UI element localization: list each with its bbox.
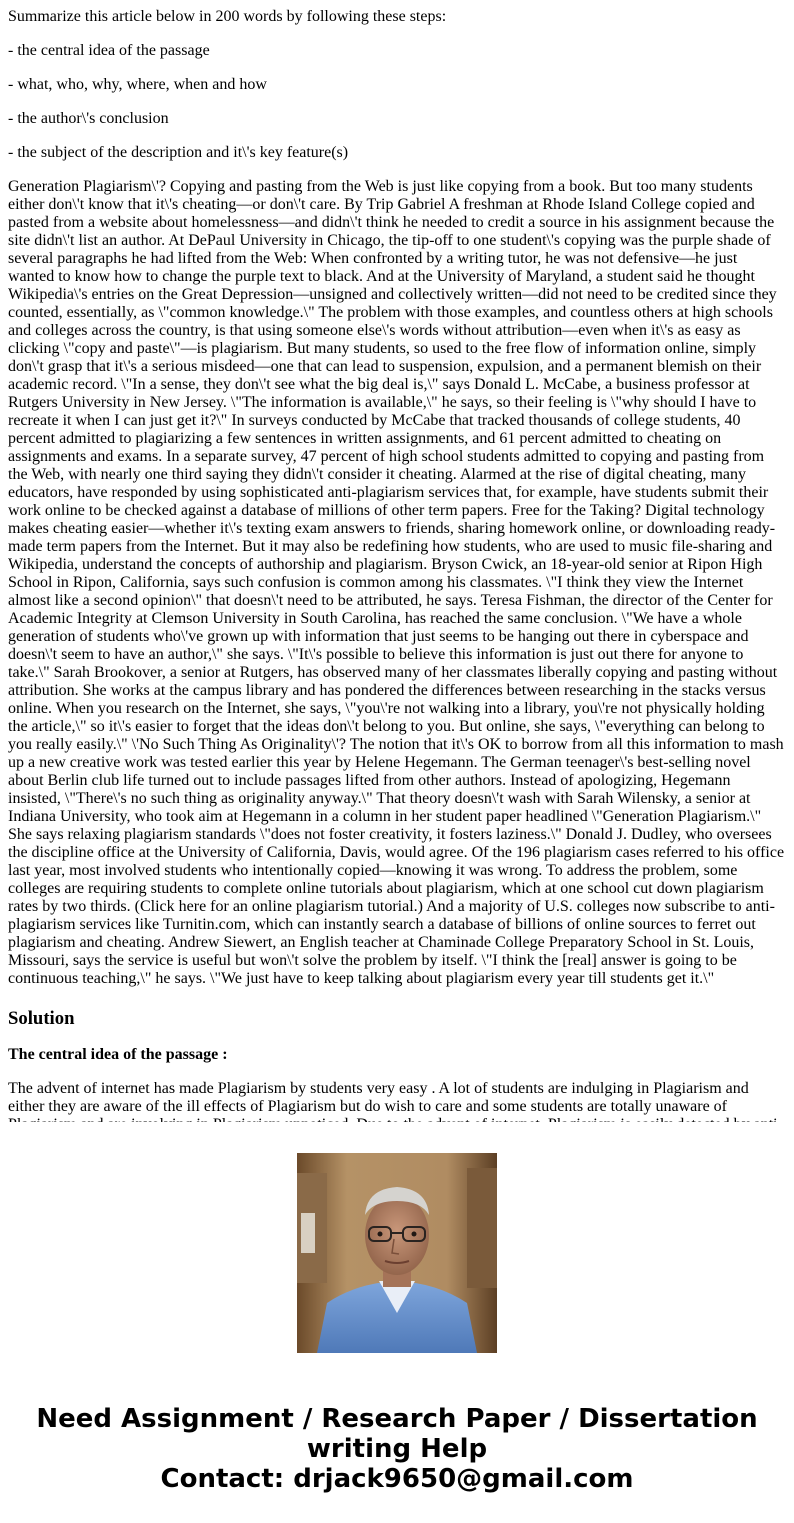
contact-banner: [0, 1404, 794, 1494]
prompt-step: - the central idea of the passage: [8, 42, 210, 59]
prompt-step: - what, who, why, where, when and how: [8, 76, 267, 93]
prompt-intro: Summarize this article below in 200 words by following these steps:: [8, 8, 447, 25]
profile-photo-icon: [297, 1153, 497, 1353]
solution-answer: The advent of internet has made Plagiarism by students very easy . A lot of students are indulging in Plagiarism and either they are aware of the ill effects of Plagiarism but do wish to care and some students are totally unaware of: [8, 1080, 749, 1115]
prompt-step: - the subject of the description and it\'s key feature(s): [8, 144, 349, 161]
cta-line: writing Help: [306, 1434, 488, 1464]
avatar: [297, 1153, 497, 1353]
contact-email: Contact: drjack9650@gmail.com: [160, 1464, 634, 1494]
solution-heading: Solution: [8, 1008, 75, 1029]
solution-subheading: The central idea of the passage :: [8, 1046, 228, 1063]
article-text: Generation Plagiarism\'? Copying and pasting from the Web is just like copying from a book. But too many students either don\'t know that it\'s cheating—or don\'t care. By Trip Gabriel A freshman at Rhode Island College copied and pasted from a website about homelessness—and didn\'t think he needed to credit a source in his assignment because the site didn\'t list an author. At DePaul University in Chicago, the tip-off to one student\'s copying was the purple shade of several paragraphs he had lifted from the Web: When confronted by a writing tutor, he was not defensive—he just wanted to know how to change the purple text to black. And at the University of Maryland, a student said he thought Wikipedia\'s entries on the Great Depression—unsigned and collectively written—did not need to be credited since they counted, essentially, as \"common knowledge.\" The problem with those examples, and countless others at high schools and colleges across the country, is that using someone else\'s words without attribution—even when it\'s as easy as clicking \"copy and paste\"—is plagiarism. But many students, so used to the free flow of information online, simply don\'t grasp that it\'s a serious misdeed—one that can lead to suspension, expulsion, and a permanent blemish on their academic record. \"In a sense, they don\'t see what the big deal is,\" says Donald L. McCabe, a business professor at Rutgers University in New Jersey. \"The information is available,\" he says, so their feeling is \"why should I have to recreate it when I can just get it?\" In surveys conducted by McCabe that tracked thousands of college students, 40 percent admitted to plagiarizing a few sentences in written assignments, and 61 percent admitted to cheating on assignments and exams. In a separate survey, 47 percent of high school students admitted to copying and pasting from the Web, with nearly one third saying they didn\'t consider it cheating. Alarmed at the rise of digital cheating, many educators, have responded by using sophisticated anti-plagiarism services that, for example, have students submit their work online to be checked against a database of millions of other term papers. Free for the Taking? Digital technology makes cheating easier—whether it\'s texting exam answers to friends, sharing homework online, or downloading ready-made term papers from the Internet. But it may also be redefining how students, who are used to music file-sharing and Wikipedia, understand the concepts of authorship and plagiarism. Bryson Cwick, an 18-year-old senior at Ripon High School in Ripon, California, says such confusion is common among his classmates. \"I think they view the Internet almost like a second opinion\" that doesn\'t need to be attributed, he says. Teresa Fishman, the director of the Center for Academic Integrity at Clemson University in South Carolina, has reached the same conclusion. \"We have a whole generation of students who\'ve grown up with information that just seems to be hanging out there in cyberspace and doesn\'t seem to have an author,\" she says. \"It\'s possible to believe this information is just out there for anyone to take.\" Sarah Brookover, a senior at Rutgers, has observed many of her classmates liberally copying and pasting without attribution. She works at the campus library and has pondered the differences between researching in the stacks versus online. When you research on the Internet, she says, \"you\'re not walking into a library, you\'re not physically holding the article,\" so it\'s easier to forget that the ideas don\'t belong to you. But online, she says, \"everything can belong to you really easily.\" \'No Such Thing As Originality\'? The notion that it\'s OK to borrow from all this information to mash up a new creative work was tested earlier this year by Helene Hegemann. The German teenager\'s best-selling novel about Berlin club life turned out to include passages lifted from other authors. Instead of apologizing, Hegemann insisted, \"There\'s no such thing as originality anyway.\" That theory doesn\'t wash with Sarah Wilensky, a senior at Indiana University, who took aim at Hegemann in a column in her student paper headlined \"Generation Plagiarism.\" She says relaxing plagiarism standards \"does not foster creativity, it fosters laziness.\" Donald J. Dudley, who oversees the discipline office at the University of California, Davis, would agree. Of the 196 plagiarism cases referred to his office last year, most involved students who intentionally copied—knowing it was wrong. To address the problem, some colleges are requiring students to complete online tutorials about plagiarism, which at one school cut down plagiarism rates by two thirds. (Click here for an online plagiarism tutorial.) And a majority of U.S. colleges now subscribe to anti-plagiarism services like Turnitin.com, which can instantly search a database of billions of online sources to ferret out plagiarism and cheating. Andrew Siewert, an English teacher at Chaminade College Preparatory School in St. Louis, Missouri, says the service is useful but won\'t solve the problem by itself. \"I think the [real] answer is going to be continuous teaching,\" he says. \"We just have to keep talking about plagiarism every year till students get it.\": [8, 178, 785, 987]
document-content: [8, 0, 786, 1122]
answer-container: [8, 1080, 786, 1122]
promo-overlay: [0, 1122, 794, 1523]
cta-line: Need Assignment / Research Paper / Dissertation: [36, 1404, 758, 1434]
prompt-step: - the author\'s conclusion: [8, 110, 169, 127]
